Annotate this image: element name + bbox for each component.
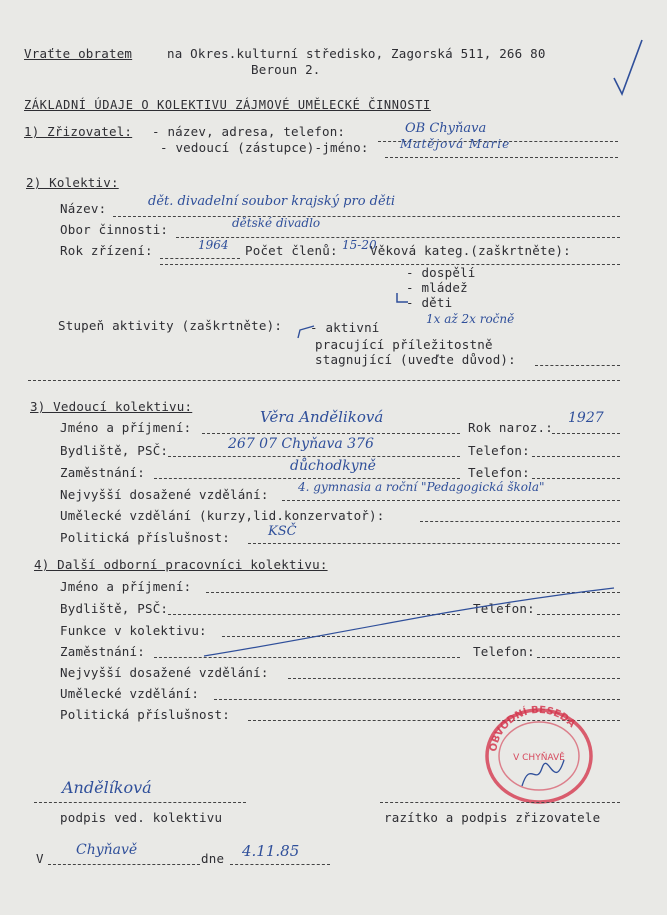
place-value[interactable]: Chyňavě — [76, 842, 138, 858]
staff-education-label: Nejvyšší dosažené vzdělání: — [60, 665, 269, 680]
leader-phone-label: Telefon: — [468, 443, 530, 458]
staff-politics-label: Politická příslušnost: — [60, 707, 230, 722]
leader-name-line — [202, 433, 460, 434]
checked-children-mark-icon — [395, 292, 409, 304]
field-line — [176, 237, 620, 238]
leader-address-label: Bydliště, PSČ: — [60, 443, 169, 458]
staff-phone-label: Telefon: — [473, 601, 535, 616]
founder-leader-line — [385, 157, 618, 158]
leader-signature: Andělíková — [62, 778, 152, 797]
leader-job-line — [154, 478, 460, 479]
age-category-line — [160, 264, 620, 265]
activity-label: Stupeň aktivity (zaškrtněte): — [58, 318, 283, 333]
date-value[interactable]: 4.11.85 — [242, 842, 300, 860]
place-line — [48, 864, 200, 865]
birth-year-line — [552, 433, 620, 434]
staff-education-line — [288, 678, 620, 679]
date-label: dne — [201, 851, 225, 866]
field-label: Obor činnosti: — [60, 222, 169, 237]
leader-phone2-line — [532, 478, 620, 479]
staff-art-education-label: Umělecké vzdělání: — [60, 686, 200, 701]
founding-year-line — [160, 258, 240, 259]
staff-name-label: Jméno a příjmení: — [60, 579, 192, 594]
leader-address-line — [168, 456, 460, 457]
members-value[interactable]: 15-20 — [342, 238, 377, 252]
birth-year-label: Rok naroz.: — [468, 420, 553, 435]
field-value[interactable]: dětské divadlo — [232, 216, 321, 230]
leader-art-education-line — [420, 521, 620, 522]
signature-label: podpis ved. kolektivu — [60, 810, 223, 825]
founding-year-value[interactable]: 1964 — [198, 238, 229, 252]
founder-leader-label: - vedoucí (zástupce)-jméno: — [160, 140, 369, 155]
leader-politics-label: Politická příslušnost: — [60, 530, 230, 545]
stamp-line — [380, 802, 620, 803]
founder-leader-value[interactable]: Matějová Marie — [400, 137, 511, 151]
return-address-city: Beroun 2. — [251, 62, 321, 77]
stamp-label: razítko a podpis zřizovatele — [384, 810, 601, 825]
founder-name-label: - název, adresa, telefon: — [152, 124, 346, 139]
checked-active-mark-icon — [296, 322, 316, 340]
founding-year-label: Rok zřízení: — [60, 243, 153, 258]
official-stamp — [478, 700, 600, 808]
place-label: V — [36, 851, 44, 866]
founder-name-value[interactable]: OB Chyňava — [405, 121, 487, 136]
leader-art-education-label: Umělecké vzdělání (kurzy,lid.konzervatoř): — [60, 508, 385, 523]
leader-name-label: Jméno a příjmení: — [60, 420, 192, 435]
section1-heading: 1) Zřizovatel: — [24, 124, 133, 139]
age-option-adults[interactable]: - dospělí — [406, 265, 476, 280]
activity-value[interactable]: 1x až 2x ročně — [426, 312, 515, 326]
stamp-top-text: OBVODNÍ BESEDA — [488, 704, 578, 753]
section4-heading: 4) Další odborní pracovníci kolektivu: — [34, 557, 328, 572]
leader-name-value[interactable]: Věra Anděliková — [260, 408, 384, 426]
form-title: ZÁKLADNÍ ÚDAJE O KOLEKTIVU ZÁJMOVÉ UMĚLECKÉ ČINNOSTI — [24, 98, 431, 112]
section2-heading: 2) Kolektiv: — [26, 175, 119, 190]
leader-job-label: Zaměstnání: — [60, 465, 145, 480]
staff-function-label: Funkce v kolektivu: — [60, 623, 207, 638]
leader-education-label: Nejvyšší dosažené vzdělání: — [60, 487, 269, 502]
birth-year-value[interactable]: 1927 — [568, 410, 604, 426]
check-mark-icon — [612, 38, 646, 98]
section3-heading: 3) Vedoucí kolektivu: — [30, 399, 193, 414]
collective-name-label: Název: — [60, 201, 107, 216]
leader-phone2-label: Telefon: — [468, 465, 530, 480]
collective-name-line — [113, 216, 620, 217]
stamp-center-text: V CHYŇAVĚ — [513, 753, 565, 763]
pen-stroke-decoration — [200, 586, 620, 676]
leader-politics-line — [248, 543, 620, 544]
leader-job-value[interactable]: důchodkyně — [290, 458, 376, 474]
members-label: Počet členů: — [245, 243, 338, 258]
return-instruction: Vraťte obratem — [24, 46, 133, 61]
leader-phone-line — [532, 456, 620, 457]
age-option-children[interactable]: - děti — [406, 295, 453, 310]
stagnant-reason-line-2 — [28, 380, 620, 381]
staff-phone2-label: Telefon: — [473, 644, 535, 659]
staff-job-label: Zaměstnání: — [60, 644, 145, 659]
leader-address-value[interactable]: 267 07 Chyňava 376 — [228, 436, 374, 452]
staff-address-label: Bydliště, PSČ: — [60, 601, 169, 616]
leader-education-value[interactable]: 4. gymnasia a roční "Pedagogická škola" — [298, 480, 545, 494]
leader-education-line — [282, 500, 620, 501]
activity-option-stagnant[interactable]: stagnující (uveďte důvod): — [315, 352, 516, 367]
activity-option-occasional[interactable]: pracující příležitostně — [315, 337, 493, 352]
age-option-youth[interactable]: - mládež — [406, 280, 468, 295]
leader-politics-value[interactable]: KSČ — [268, 524, 297, 539]
return-address: na Okres.kulturní středisko, Zagorská 511, 266 80 — [167, 46, 546, 61]
stagnant-reason-line — [535, 365, 620, 366]
collective-name-value[interactable]: dět. divadelní soubor krajský pro děti — [148, 194, 396, 209]
date-line — [230, 864, 330, 865]
activity-option-active[interactable]: - aktivní — [310, 320, 380, 335]
age-category-label: Věková kateg.(zaškrtněte): — [370, 243, 571, 258]
signature-line — [34, 802, 246, 803]
